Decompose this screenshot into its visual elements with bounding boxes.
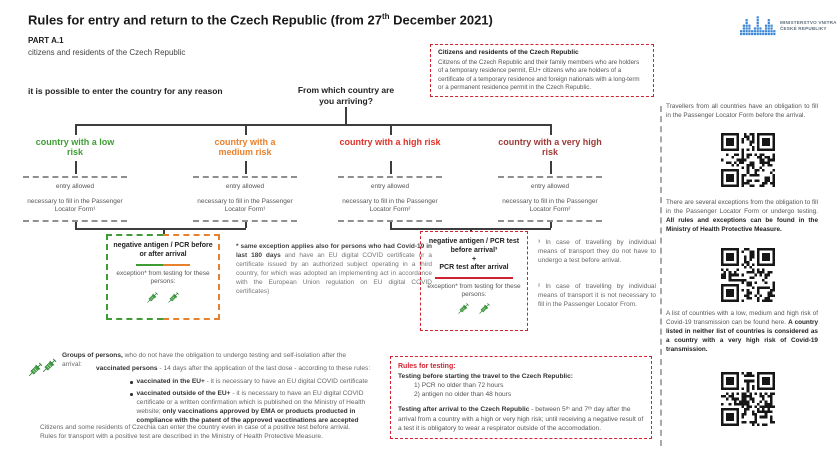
connector-line bbox=[390, 161, 392, 174]
part-label: PART A.1 bbox=[28, 36, 64, 45]
syringe-icon bbox=[474, 298, 495, 319]
testing-after-bold: Testing after arrival to the Czech Republic bbox=[398, 406, 530, 414]
bullet2-bold2: only vaccinations approved by EMA or products producted in compliance with the patent of the approved vacctinations are accepted bbox=[136, 407, 359, 424]
connector-line bbox=[75, 124, 77, 135]
rules-for-testing-box bbox=[390, 356, 652, 439]
syringe-icon bbox=[453, 298, 474, 319]
plf-text: necessary to fill in the Passenger Locator Form² bbox=[502, 197, 598, 213]
entry-allowed-text: entry allowed bbox=[55, 183, 95, 190]
entry-conditions-very-high bbox=[498, 176, 602, 222]
test-requirement-title: negative antigen / PCR before or after arrival bbox=[113, 242, 213, 258]
connector-line bbox=[390, 124, 392, 135]
plf-text: necessary to fill in the Passenger Locator Form¹ bbox=[197, 197, 293, 213]
entry-reason-note: it is possible to enter the country for any reason bbox=[28, 86, 223, 96]
branch-label-very-high-risk: country with a very high risk bbox=[498, 137, 602, 158]
ministry-logo-icon bbox=[740, 16, 776, 36]
groups-heading-rest: who do not have the obligation to undergo testing and self-isolation after the arrival: bbox=[62, 352, 347, 368]
vaccinated-persons-line bbox=[96, 365, 371, 374]
qr-code-passenger-locator-form bbox=[721, 133, 775, 187]
bullet-vaccinated-outside-eu bbox=[130, 390, 380, 426]
bullet2-bold: vaccinated outside of the EU+ bbox=[136, 390, 231, 397]
page-title bbox=[28, 12, 493, 27]
testing-box-high-veryhigh bbox=[420, 231, 528, 331]
connector-line bbox=[245, 124, 247, 135]
syringe-icon bbox=[163, 287, 184, 308]
plf-text: necessary to fill in the Passenger Locator Form¹ bbox=[27, 197, 123, 213]
testing-before-bold: Testing before starting the travel to the Czech Republic: bbox=[398, 372, 574, 380]
exception-note-rest: and have an EU digital COVID certificate or a certificate issued by an authorized subject operating in a third country, for which was adopted an implementing act in accordance with the European Union regulation on EU digital COVID certificates) bbox=[236, 252, 432, 296]
connector-line bbox=[550, 124, 552, 135]
entry-allowed-text: entry allowed bbox=[225, 183, 265, 190]
connector-line bbox=[75, 228, 246, 230]
test-exception-text: exception* from testing for these persons: bbox=[427, 282, 521, 298]
rules-for-testing-title: Rules for testing: bbox=[398, 363, 456, 370]
groups-heading-bold: Groups of persons, bbox=[62, 352, 123, 359]
plf-text: necessary to fill in the Passenger Locator Form² bbox=[342, 197, 438, 213]
ministry-name-line2: ČESKÉ REPUBLIKY bbox=[780, 26, 827, 31]
exception-note bbox=[236, 242, 432, 297]
connector-line bbox=[245, 161, 247, 174]
branch-label-low-risk: country with a low risk bbox=[35, 137, 115, 158]
exceptions-rest: There are several exceptions from the obligation to fill in the Passenger Locator Form or undergo testing. bbox=[666, 199, 818, 215]
ministry-logo bbox=[740, 16, 837, 36]
audience-subtitle: citizens and residents of the Czech Republic bbox=[28, 48, 186, 57]
positive-test-footer: Citizens and some residents of Czechia can enter the country even in case of a positive test before arrival. Rules for transport with a positive test are described in the Ministry of Health Protective Measure. bbox=[40, 424, 351, 440]
plf-obligation-paragraph: Travellers from all countries have an obligation to fill in the Passenger Locator Form before the arrival. bbox=[666, 103, 818, 119]
ministry-name-line1: MINISTERSTVO VNITRA bbox=[780, 20, 837, 26]
question-heading: From which country are you arriving? bbox=[297, 85, 395, 106]
test-exception-text: exception* from testing for these persons: bbox=[116, 269, 210, 285]
entry-allowed-text: entry allowed bbox=[370, 183, 410, 190]
bullet-dot bbox=[130, 393, 133, 396]
entry-allowed-text: entry allowed bbox=[530, 183, 570, 190]
test-before-arrival-title: negative antigen / PCR test before arrival³ bbox=[428, 238, 520, 254]
entry-conditions-low bbox=[23, 176, 127, 222]
testing-item-pcr: 1) PCR no older than 72 hours bbox=[414, 382, 504, 390]
bullet-dot bbox=[130, 381, 133, 384]
branch-label-medium-risk: country with a medium risk bbox=[214, 137, 276, 158]
exception-note-bold: * same exception applies also for persons who had Covid-19 in last 180 days bbox=[236, 243, 432, 260]
syringe-icon bbox=[142, 287, 163, 308]
country-list-paragraph bbox=[666, 310, 818, 355]
test-after-arrival-title: PCR test after arrival bbox=[439, 264, 509, 272]
connector-line bbox=[75, 161, 77, 174]
page-title-text-2: December 2021) bbox=[389, 12, 493, 28]
connector-line bbox=[550, 161, 552, 174]
qr-code-protective-measure bbox=[721, 248, 775, 302]
citizens-definition-box bbox=[430, 44, 654, 97]
vaccinated-rest: - 14 days after the application of the last dose - according to these rules: bbox=[157, 365, 371, 372]
exceptions-bold: All rules and exceptions can be found in the Ministry of Health Protective Measure. bbox=[666, 216, 818, 233]
testing-after-rest: - between 5ᵗʰ and 7ᵗʰ day after the arrival from a country with a high or very high risk; until receiving a negative result of a test it is obligatory to wear a respirator outside of the accomodation. bbox=[398, 406, 644, 432]
bullet1-rest: - it is necessary to have an EU digital COVID certificate bbox=[204, 378, 368, 385]
entry-conditions-medium bbox=[193, 176, 297, 222]
citizens-box-title: Citizens and residents of the Czech Republic bbox=[438, 49, 579, 56]
vertical-dashed-separator bbox=[660, 106, 662, 446]
red-divider bbox=[435, 277, 513, 279]
plus-sign: + bbox=[471, 255, 477, 263]
country-list-bold: A country listed in neither list of countries is considered as a country with a very high risk of Covid-19 transmission. bbox=[666, 318, 818, 353]
footnote-test-before-arrival: ³ In case of travelling by individual means of transport they do not have to undergo a test before arrival. bbox=[538, 239, 656, 265]
two-tone-divider bbox=[136, 264, 190, 266]
syringe-pair bbox=[26, 356, 60, 382]
country-list-rest: A list of countries with a low, medium and high risk of Covid-19 transmission can be found here. bbox=[666, 310, 818, 326]
page-title-text: Rules for entry and return to the Czech Republic (from 27 bbox=[28, 12, 382, 28]
footnote-passenger-locator-form: ² In case of travelling by individual means of transport it is not necessary to fill in the Passenger Locator From. bbox=[538, 283, 656, 309]
citizens-box-body: Citizens of the Czech Republic and their family members who are holders of a temporary residence permit, EU+ citizens who are holders of a certificate of a temporary residence and foreign nationals with a long-term or a permanent residence permit in the Czech Republic. bbox=[438, 58, 640, 91]
exceptions-paragraph bbox=[666, 199, 818, 235]
testing-after-paragraph bbox=[398, 405, 644, 433]
vaccinated-bold: vaccinated persons bbox=[96, 365, 158, 372]
bullet1-bold: vaccinated in the EU+ bbox=[136, 378, 205, 385]
title-superscript: th bbox=[381, 12, 390, 21]
testing-box-low-medium bbox=[106, 234, 220, 320]
entry-conditions-high bbox=[338, 176, 442, 222]
branch-label-high-risk: country with a high risk bbox=[339, 137, 441, 147]
connector-line bbox=[345, 107, 347, 124]
testing-item-antigen: 2) antigen no older than 48 hours bbox=[414, 391, 512, 399]
bullet-vaccinated-in-eu bbox=[130, 378, 375, 387]
qr-code-country-list bbox=[721, 372, 775, 426]
connector-line bbox=[75, 124, 551, 126]
bullet2-rest: - it is necessary to have an EU digital COVID certificate or a written confirmation which is published on the Ministry of Health website; bbox=[136, 390, 366, 415]
